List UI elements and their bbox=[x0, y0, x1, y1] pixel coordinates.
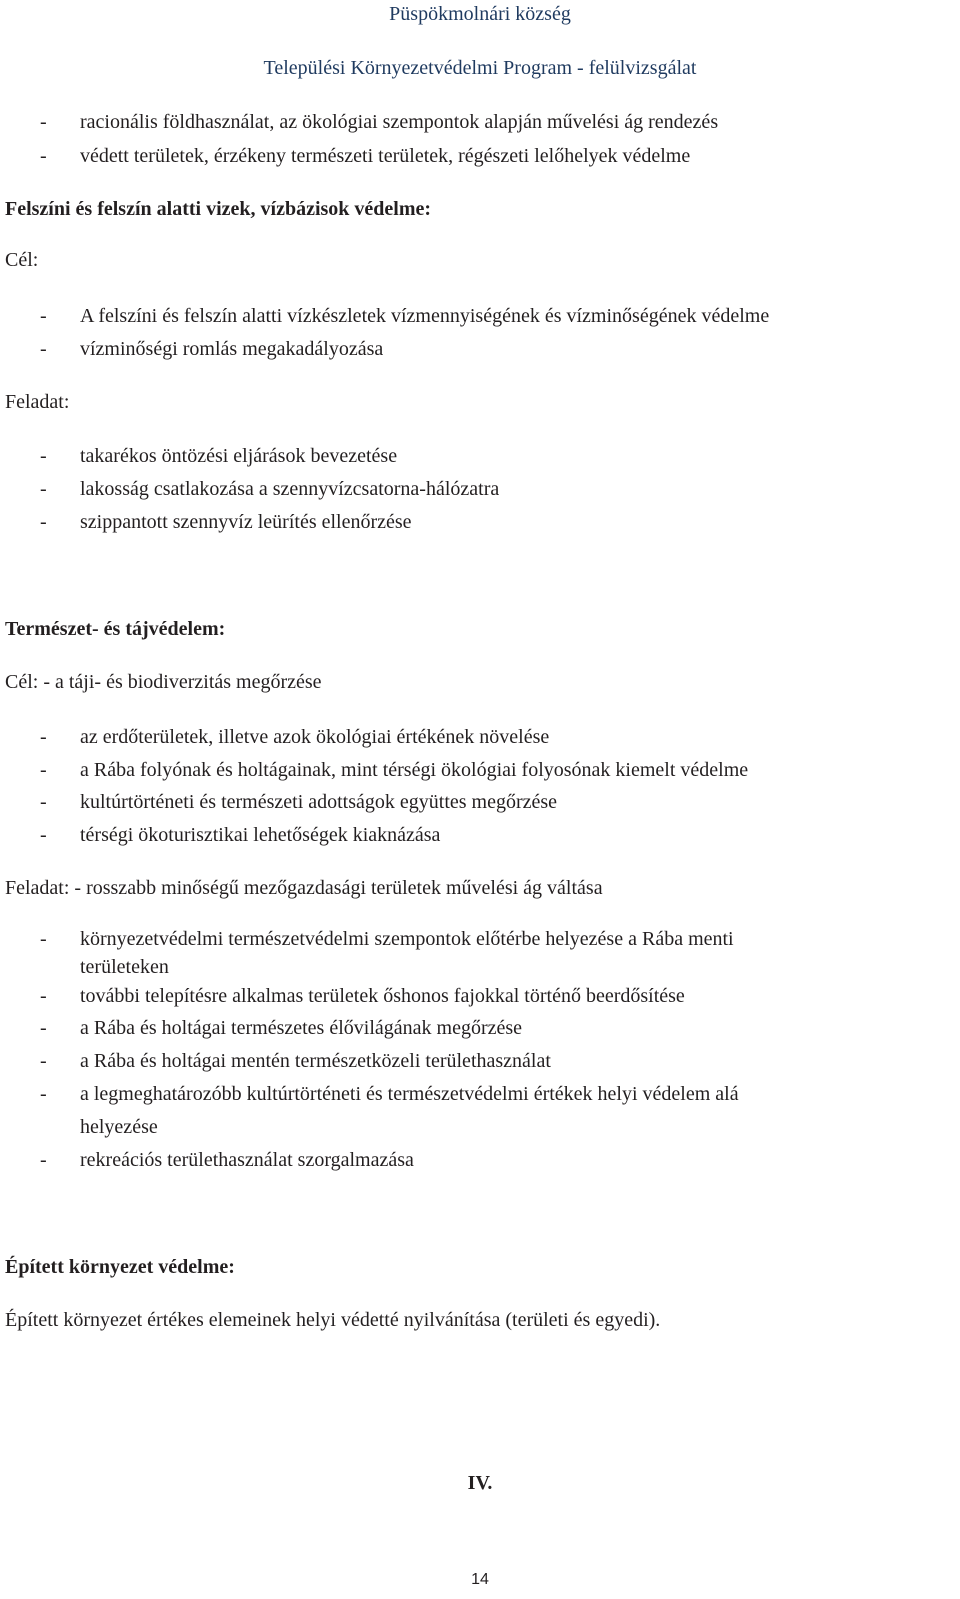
section-heading-water: Felszíni és felszín alatti vizek, vízbázisok védelme: bbox=[5, 198, 432, 220]
header-municipality: Püspökmolnári község bbox=[389, 3, 571, 25]
list-item-text: a Rába és holtágai mentén természetközeli területhasználat bbox=[80, 1050, 551, 1072]
bullet-dash: - bbox=[40, 791, 47, 813]
list-item-text: az erdőterületek, illetve azok ökológiai értékének növelése bbox=[80, 726, 550, 748]
list-item-text: racionális földhasználat, az ökológiai szempontok alapján művelési ág rendezés bbox=[80, 111, 719, 133]
section-heading-built: Épített környezet védelme: bbox=[5, 1256, 235, 1278]
bullet-dash: - bbox=[40, 145, 47, 167]
list-item-text-continued: területeken bbox=[80, 956, 169, 978]
list-item-text: szippantott szennyvíz leürítés ellenőrzése bbox=[80, 511, 412, 533]
bullet-dash: - bbox=[40, 1017, 47, 1039]
bullet-dash: - bbox=[40, 111, 47, 133]
list-item-text: a Rába folyónak és holtágainak, mint térségi ökológiai folyosónak kiemelt védelme bbox=[80, 759, 749, 781]
section-heading-nature: Természet- és tájvédelem: bbox=[5, 618, 226, 640]
bullet-dash: - bbox=[40, 445, 47, 467]
list-item-text: további telepítésre alkalmas területek őshonos fajokkal történő beerdősítése bbox=[80, 985, 685, 1007]
list-item-text-continued: helyezése bbox=[80, 1116, 158, 1138]
list-item-text: vízminőségi romlás megakadályozása bbox=[80, 338, 384, 360]
bullet-dash: - bbox=[40, 338, 47, 360]
built-text: Épített környezet értékes elemeinek helyi védetté nyilvánítása (területi és egyedi). bbox=[5, 1309, 661, 1331]
bullet-dash: - bbox=[40, 511, 47, 533]
list-item-text: takarékos öntözési eljárások bevezetése bbox=[80, 445, 398, 467]
goal-label: Cél: bbox=[5, 249, 39, 271]
list-item-text: a legmeghatározóbb kultúrtörténeti és természetvédelmi értékek helyi védelem alá bbox=[80, 1083, 739, 1105]
bullet-dash: - bbox=[40, 1083, 47, 1105]
page-number: 14 bbox=[471, 1571, 489, 1588]
list-item-text: a Rába és holtágai természetes élővilágának megőrzése bbox=[80, 1017, 523, 1039]
list-item-text: lakosság csatlakozása a szennyvízcsatorna-hálózatra bbox=[80, 478, 500, 500]
bullet-dash: - bbox=[40, 824, 47, 846]
bullet-dash: - bbox=[40, 1050, 47, 1072]
list-item-text: környezetvédelmi természetvédelmi szempontok előtérbe helyezése a Rába menti bbox=[80, 928, 734, 950]
bullet-dash: - bbox=[40, 985, 47, 1007]
list-item-text: védett területek, érzékeny természeti területek, régészeti lelőhelyek védelme bbox=[80, 145, 691, 167]
bullet-dash: - bbox=[40, 1149, 47, 1171]
bullet-dash: - bbox=[40, 305, 47, 327]
nature-task-line: Feladat: - rosszabb minőségű mezőgazdasági területek művelési ág váltása bbox=[5, 877, 603, 899]
list-item-text: térségi ökoturisztikai lehetőségek kiaknázása bbox=[80, 824, 441, 846]
bullet-dash: - bbox=[40, 928, 47, 950]
chapter-number: IV. bbox=[467, 1472, 493, 1494]
task-label: Feladat: bbox=[5, 391, 70, 413]
list-item-text: rekreációs területhasználat szorgalmazása bbox=[80, 1149, 414, 1171]
bullet-dash: - bbox=[40, 726, 47, 748]
header-program: Települési Környezetvédelmi Program - felülvizsgálat bbox=[263, 57, 697, 79]
bullet-dash: - bbox=[40, 478, 47, 500]
bullet-dash: - bbox=[40, 759, 47, 781]
list-item-text: A felszíni és felszín alatti vízkészletek vízmennyiségének és vízminőségének védelme bbox=[80, 305, 770, 327]
nature-goal-line: Cél: - a táji- és biodiverzitás megőrzése bbox=[5, 671, 322, 693]
list-item-text: kultúrtörténeti és természeti adottságok együttes megőrzése bbox=[80, 791, 558, 813]
